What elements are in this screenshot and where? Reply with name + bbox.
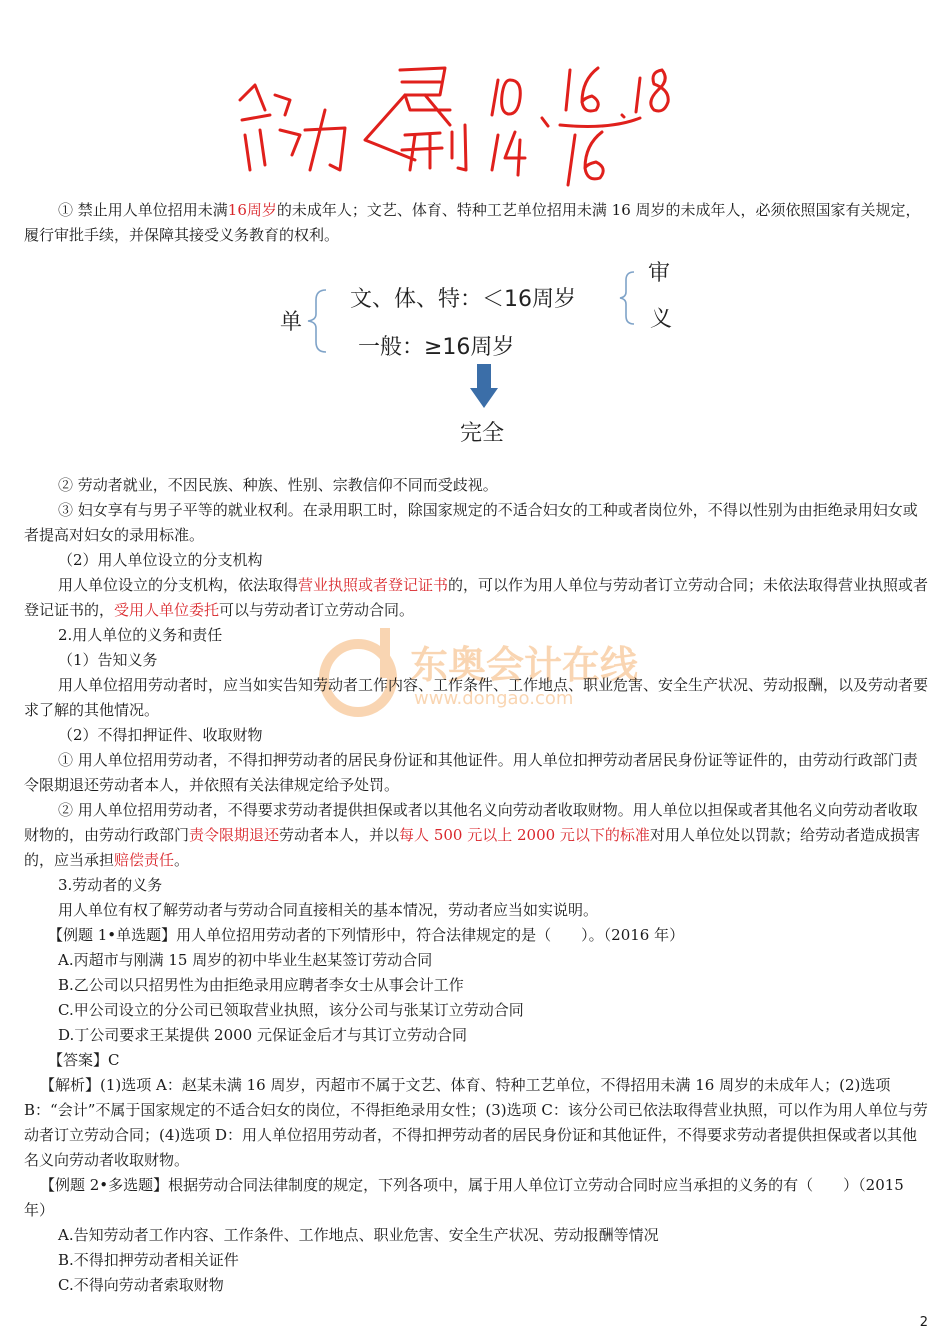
- heading-no-detain: （2）不得扣押证件、收取财物: [58, 726, 263, 744]
- example2-question: 根据劳动合同法律制度的规定，下列各项中，属于用人单位订立劳动合同时应当承担的义务的有（ ）（2015 年）: [24, 1176, 904, 1219]
- example1-title: 【例题 1•单选题】用人单位招用劳动者的下列情形中，符合法律规定的是（ ）。（2016 年）: [48, 926, 685, 944]
- highlight-red: 营业执照或者登记证书: [298, 576, 449, 594]
- right-brace-icon: [618, 270, 638, 326]
- text-span: ① 禁止用人单位招用未满: [58, 201, 228, 219]
- example1-option-c: C.甲公司设立的分公司已领取营业执照，该分公司与张某订立劳动合同: [58, 1001, 524, 1019]
- diagram-approval: 审: [648, 261, 671, 286]
- para-worker-duties: 用人单位有权了解劳动者与劳动合同直接相关的基本情况，劳动者应当如实说明。: [58, 901, 599, 919]
- text-span: 劳动者本人，并以: [279, 826, 400, 844]
- intro-text: [24, 198, 929, 248]
- left-brace-icon: [306, 288, 330, 354]
- page-number: 2: [919, 1315, 928, 1330]
- heading-employer-duties: 2.用人单位的义务和责任: [58, 626, 223, 644]
- example2-label: 【例题 2•多选题】: [40, 1176, 169, 1194]
- text-span: 对用人单位处以罚款；给劳动者造成损害的，应当承担: [24, 826, 920, 869]
- answer-value: C: [108, 1051, 120, 1069]
- para-inform: 用人单位招用劳动者时，应当如实告知劳动者工作内容、工作条件、工作地点、职业危害、安全生产状况、劳动报酬，以及劳动者要求了解的其他情况。: [24, 676, 929, 719]
- highlight-red: 赔偿责任: [114, 851, 175, 869]
- diagram-result: 完全: [460, 421, 505, 446]
- heading-worker-duties: 3.劳动者的义务: [58, 876, 163, 894]
- example1-analysis: [24, 1073, 929, 1173]
- highlight-red: 每人 500 元以上 2000 元以下的标准: [399, 826, 650, 844]
- para-no-collect: [24, 798, 929, 873]
- heading-branch: （2）用人单位设立的分支机构: [58, 551, 263, 569]
- highlight-red: 16周岁: [227, 201, 277, 219]
- example1-answer: [24, 1048, 929, 1073]
- diagram-branch-general: 一般：≥16周岁: [358, 335, 515, 360]
- down-arrow-icon: [468, 362, 500, 410]
- analysis-text: (1)选项 A：赵某未满 16 周岁，丙超市不属于文艺、体育、特种工艺单位，不得招用未满 16 周岁的未成年人；(2)选项 B：“会计”不属于国家规定的不适合妇女的岗位，不得拒绝录用女性；(3)选项 C：该分公司已依法取得营业执照，可以作为用人单位与劳动者订立劳动合同；(4)选项 D：用人单位招用劳动者，不得扣押劳动者的居民身份证和其他证件，不得要求劳动者提供担保或者以其他名义向劳动者收取财物。: [24, 1076, 928, 1169]
- main-text: [24, 473, 929, 1298]
- para-minors: [24, 198, 929, 248]
- watermark-url: www.dongao.com: [414, 688, 574, 709]
- example2-title: [24, 1173, 929, 1223]
- answer-label: 【答案】: [48, 1051, 109, 1069]
- diagram-branch-special: 文、体、特：＜16周岁: [350, 287, 576, 312]
- para-women-rights: ③ 妇女享有与男子平等的就业权利。在录用职工时，除国家规定的不适合妇女的工种或者岗位外，不得以性别为由拒绝录用妇女或者提高对妇女的录用标准。: [24, 501, 918, 544]
- text-span: ② 用人单位招用劳动者，不得要求劳动者提供担保或者以其他名义向劳动者收取财物。用人单位以担保或者其他名义向劳动者收取财物的，由劳动行政部门: [24, 801, 918, 844]
- diagram-root: 单: [280, 310, 303, 335]
- text-span: 的，可以作为用人单位与劳动者订立劳动合同；未依法取得营业执照或者登记证书的，: [24, 576, 929, 619]
- heading-inform: （1）告知义务: [58, 651, 158, 669]
- highlight-red: 责令限期退还: [189, 826, 280, 844]
- example1-option-b: B.乙公司以只招男性为由拒绝录用应聘者李女士从事会计工作: [58, 976, 464, 994]
- example1-option-d: D.丁公司要求王某提供 2000 元保证金后才与其订立劳动合同: [58, 1026, 467, 1044]
- para-branch: [24, 573, 929, 623]
- para-no-discrimination: ② 劳动者就业，不因民族、种族、性别、宗教信仰不同而受歧视。: [58, 476, 498, 494]
- analysis-label: 【解析】: [40, 1076, 101, 1094]
- text-span: 可以与劳动者订立劳动合同。: [219, 601, 415, 619]
- age-diagram: [270, 250, 690, 460]
- example2-option-a: A.告知劳动者工作内容、工作条件、工作地点、职业危害、安全生产状况、劳动报酬等情况: [58, 1226, 659, 1244]
- text-span: 用人单位设立的分支机构，依法取得: [58, 576, 299, 594]
- text-span: 。: [174, 851, 190, 869]
- text-span: 的未成年人；文艺、体育、特种工艺单位招用未满 16 周岁的未成年人，必须依照国家有关规定，履行审批手续，并保障其接受义务教育的权利。: [24, 201, 921, 244]
- example1-option-a: A.丙超市与刚满 15 周岁的初中毕业生赵某签订劳动合同: [58, 951, 433, 969]
- highlight-red: 受用人单位委托: [114, 601, 220, 619]
- diagram-obligation: 义: [650, 307, 673, 332]
- handwritten-annotation: [230, 40, 730, 190]
- example2-option-c: C.不得向劳动者索取财物: [58, 1276, 224, 1294]
- example2-option-b: B.不得扣押劳动者相关证件: [58, 1251, 239, 1269]
- para-no-detain-id: ① 用人单位招用劳动者，不得扣押劳动者的居民身份证和其他证件。用人单位扣押劳动者居民身份证等证件的，由劳动行政部门责令限期退还劳动者本人，并依照有关法律规定给予处罚。: [24, 751, 918, 794]
- watermark-cn: 东奥会计在线: [410, 643, 639, 687]
